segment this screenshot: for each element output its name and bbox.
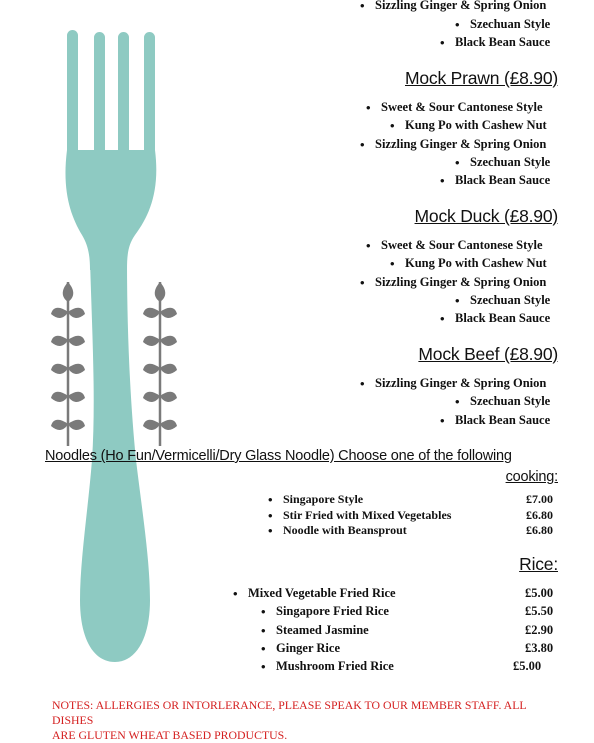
menu-item-name: • Noodle with Beansprout — [283, 523, 407, 538]
menu-item-price: £6.80 — [526, 508, 553, 522]
section-heading-mock-duck: Mock Duck (£8.90) — [414, 206, 558, 226]
menu-item-price: £3.80 — [525, 641, 554, 655]
menu-item-name: • Singapore Style — [283, 492, 363, 507]
noodles-heading-line2: cooking: — [505, 469, 558, 485]
allergy-notes — [52, 698, 552, 743]
list-item: • Szechuan Style — [470, 293, 550, 308]
notes-line2: ARE GLUTEN WHEAT BASED PRODUCTUS. — [52, 728, 288, 742]
section-heading-noodles — [45, 446, 558, 488]
list-item: • Sweet & Sour Cantonese Style — [381, 238, 543, 253]
list-item: • Black Bean Sauce — [455, 311, 550, 326]
list-item: • Black Bean Sauce — [455, 173, 550, 188]
list-item: • Sizzling Ginger & Spring Onion — [375, 376, 546, 391]
noodles-heading-line1: Noodles (Ho Fun/Vermicelli/Dry Glass Noodle) Choose one of the following — [45, 448, 512, 464]
section-heading-mock-prawn: Mock Prawn (£8.90) — [405, 68, 558, 88]
menu-item-price: £5.00 — [513, 659, 542, 673]
list-item: • Szechuan Style — [470, 17, 550, 32]
menu-item-name: • Mushroom Fried Rice — [276, 659, 394, 674]
menu-item-name: • Steamed Jasmine — [276, 623, 369, 638]
leaf-sprig-icon — [51, 282, 85, 446]
list-item: • Sizzling Ginger & Spring Onion — [375, 275, 546, 290]
notes-line1: NOTES: ALLERGIES OR INTORLERANCE, PLEASE SPEAK TO OUR MEMBER STAFF. ALL DISHES — [52, 698, 527, 727]
section-heading-mock-beef: Mock Beef (£8.90) — [418, 344, 558, 364]
fork-icon — [65, 30, 156, 662]
menu-item-name: • Mixed Vegetable Fried Rice — [248, 586, 396, 601]
list-item: • Sizzling Ginger & Spring Onion — [375, 0, 546, 13]
list-item: • Sweet & Sour Cantonese Style — [381, 100, 543, 115]
leaf-sprig-icon — [143, 282, 177, 446]
menu-item-price: £5.00 — [525, 586, 554, 600]
list-item: • Kung Po with Cashew Nut — [405, 256, 547, 271]
menu-item-name: • Singapore Fried Rice — [276, 604, 389, 619]
section-heading-rice: Rice: — [519, 554, 558, 574]
menu-item-name: • Ginger Rice — [276, 641, 340, 656]
list-item: • Kung Po with Cashew Nut — [405, 118, 547, 133]
list-item: • Black Bean Sauce — [455, 35, 550, 50]
list-item: • Szechuan Style — [470, 394, 550, 409]
menu-item-name: • Stir Fried with Mixed Vegetables — [283, 508, 451, 523]
menu-item-price: £7.00 — [526, 492, 553, 506]
menu-item-price: £5.50 — [525, 604, 554, 618]
list-item: • Szechuan Style — [470, 155, 550, 170]
list-item: • Black Bean Sauce — [455, 413, 550, 428]
menu-item-price: £6.80 — [526, 523, 553, 537]
list-item: • Sizzling Ginger & Spring Onion — [375, 137, 546, 152]
menu-item-price: £2.90 — [525, 623, 554, 637]
